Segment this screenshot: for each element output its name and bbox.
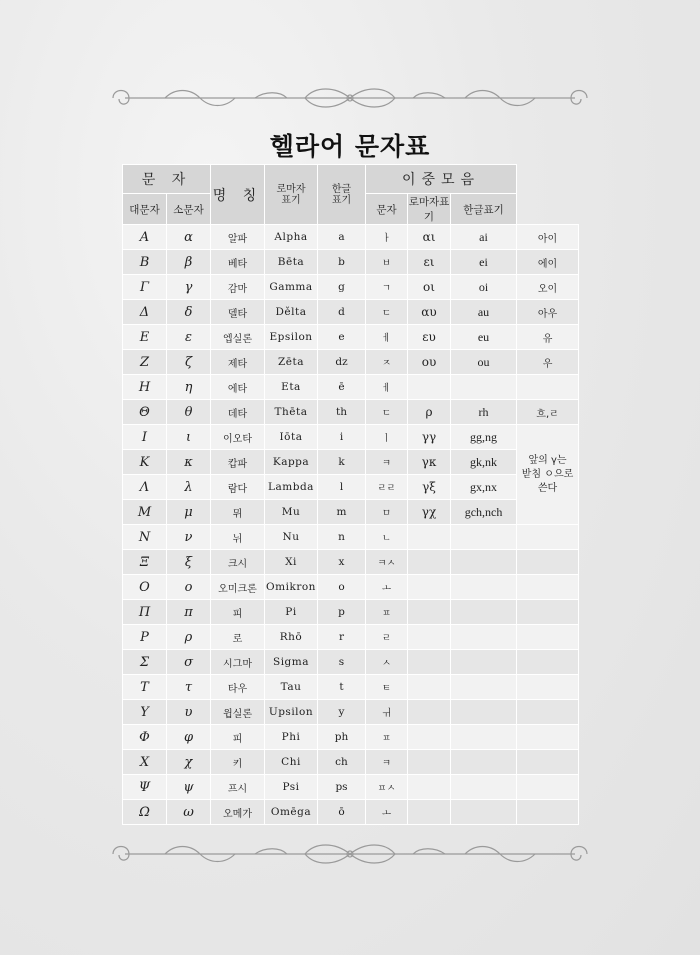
empty-cell [517, 675, 579, 700]
special-hangul: 흐,ㄹ [517, 400, 579, 425]
empty-cell [517, 775, 579, 800]
uppercase-letter: Η [123, 375, 167, 400]
empty-cell [517, 750, 579, 775]
uppercase-letter: Ψ [123, 775, 167, 800]
empty-cell [517, 725, 579, 750]
uppercase-letter: Ο [123, 575, 167, 600]
hangul-transliteration: ㄱ [366, 275, 408, 300]
diphthong-hangul: 아이 [517, 225, 579, 250]
lowercase-letter: λ [167, 475, 211, 500]
name-english: Psi [265, 775, 318, 800]
hangul-transliteration: ㅟ [366, 700, 408, 725]
roman-transliteration: ē [318, 375, 366, 400]
name-english: Sigma [265, 650, 318, 675]
header-letters: 문 자 [123, 165, 211, 194]
uppercase-letter: Ξ [123, 550, 167, 575]
hangul-transliteration: ㄷ [366, 400, 408, 425]
diphthong-letter: αι [408, 225, 451, 250]
table-row [123, 725, 579, 750]
table-row [123, 250, 579, 275]
name-korean: 키 [211, 750, 265, 775]
hangul-transliteration: ㅋ [366, 750, 408, 775]
name-korean: 타우 [211, 675, 265, 700]
lowercase-letter: γ [167, 275, 211, 300]
lowercase-letter: β [167, 250, 211, 275]
name-korean: 감마 [211, 275, 265, 300]
lowercase-letter: χ [167, 750, 211, 775]
name-english: Epsilon [265, 325, 318, 350]
uppercase-letter: Ρ [123, 625, 167, 650]
uppercase-letter: Α [123, 225, 167, 250]
lowercase-letter: η [167, 375, 211, 400]
diphthong-hangul: 우 [517, 350, 579, 375]
empty-cell [517, 375, 579, 400]
special-letter: γκ [408, 450, 451, 475]
table-body [123, 225, 579, 825]
empty-cell [451, 725, 517, 750]
name-english: Alpha [265, 225, 318, 250]
hangul-transliteration: ㅗ [366, 575, 408, 600]
table-row [123, 525, 579, 550]
diphthong-letter: ει [408, 250, 451, 275]
empty-cell [451, 700, 517, 725]
empty-cell [408, 525, 451, 550]
diphthong-letter: ευ [408, 325, 451, 350]
table-row [123, 375, 579, 400]
name-english: Mu [265, 500, 318, 525]
diphthong-roman: ei [451, 250, 517, 275]
empty-cell [408, 725, 451, 750]
roman-transliteration: y [318, 700, 366, 725]
uppercase-letter: Λ [123, 475, 167, 500]
header-upper: 대문자 [123, 194, 167, 225]
lowercase-letter: μ [167, 500, 211, 525]
roman-transliteration: k [318, 450, 366, 475]
uppercase-letter: Σ [123, 650, 167, 675]
lowercase-letter: ρ [167, 625, 211, 650]
roman-transliteration: th [318, 400, 366, 425]
hangul-transliteration: ㅈ [366, 350, 408, 375]
empty-cell [517, 625, 579, 650]
hangul-transliteration: ㅌ [366, 675, 408, 700]
lowercase-letter: ν [167, 525, 211, 550]
hangul-transliteration: ㅁ [366, 500, 408, 525]
empty-cell [517, 575, 579, 600]
table-row [123, 300, 579, 325]
diphthong-hangul: 에이 [517, 250, 579, 275]
name-korean: 오메가 [211, 800, 265, 825]
bottom-ornament [105, 842, 595, 866]
hangul-transliteration: ㅂ [366, 250, 408, 275]
special-letter: γγ [408, 425, 451, 450]
empty-cell [517, 550, 579, 575]
name-korean: 데타 [211, 400, 265, 425]
header-name: 명 칭 [211, 165, 265, 225]
lowercase-letter: δ [167, 300, 211, 325]
special-letter: γχ [408, 500, 451, 525]
hangul-transliteration: ㄴ [366, 525, 408, 550]
lowercase-letter: τ [167, 675, 211, 700]
name-english: Gamma [265, 275, 318, 300]
table-row [123, 500, 579, 525]
table-row [123, 600, 579, 625]
name-english: Bēta [265, 250, 318, 275]
diphthong-letter: ου [408, 350, 451, 375]
roman-transliteration: o [318, 575, 366, 600]
gamma-note [517, 425, 579, 525]
name-korean: 프시 [211, 775, 265, 800]
empty-cell [408, 375, 451, 400]
header-lower: 소문자 [167, 194, 211, 225]
lowercase-letter: ω [167, 800, 211, 825]
empty-cell [451, 675, 517, 700]
roman-transliteration: p [318, 600, 366, 625]
table-row [123, 425, 579, 450]
name-english: Phi [265, 725, 318, 750]
name-english: Omēga [265, 800, 318, 825]
name-korean: 람다 [211, 475, 265, 500]
name-english: Kappa [265, 450, 318, 475]
hangul-transliteration: ㅣ [366, 425, 408, 450]
header-d-letter: 문자 [366, 194, 408, 225]
roman-transliteration: ps [318, 775, 366, 800]
hangul-transliteration: ㅗ [366, 800, 408, 825]
lowercase-letter: ψ [167, 775, 211, 800]
diphthong-hangul: 아우 [517, 300, 579, 325]
empty-cell [451, 625, 517, 650]
name-korean: 뉘 [211, 525, 265, 550]
header-diphthongs: 이중모음 [366, 165, 517, 194]
uppercase-letter: Χ [123, 750, 167, 775]
name-english: Dělta [265, 300, 318, 325]
name-korean: 이오타 [211, 425, 265, 450]
roman-transliteration: s [318, 650, 366, 675]
name-english: Chi [265, 750, 318, 775]
roman-transliteration: n [318, 525, 366, 550]
diphthong-roman: ou [451, 350, 517, 375]
uppercase-letter: Τ [123, 675, 167, 700]
lowercase-letter: ε [167, 325, 211, 350]
uppercase-letter: Γ [123, 275, 167, 300]
header-d-hangul: 한글표기 [451, 194, 517, 225]
name-english: Eta [265, 375, 318, 400]
lowercase-letter: α [167, 225, 211, 250]
table-row [123, 350, 579, 375]
hangul-transliteration: ㄷ [366, 300, 408, 325]
hangul-transliteration: ㅋㅅ [366, 550, 408, 575]
hangul-transliteration: ㅍ [366, 725, 408, 750]
uppercase-letter: Υ [123, 700, 167, 725]
table-row [123, 225, 579, 250]
empty-cell [451, 650, 517, 675]
name-english: Omikron [265, 575, 318, 600]
hangul-transliteration: ㅏ [366, 225, 408, 250]
table-row [123, 325, 579, 350]
name-english: Nu [265, 525, 318, 550]
lowercase-letter: ι [167, 425, 211, 450]
table-row [123, 750, 579, 775]
name-korean: 로 [211, 625, 265, 650]
table-row [123, 550, 579, 575]
diphthong-hangul: 오이 [517, 275, 579, 300]
header-roman-text: 로마자 표기 [276, 183, 306, 206]
uppercase-letter: Ν [123, 525, 167, 550]
name-korean: 엡실론 [211, 325, 265, 350]
name-english: Pi [265, 600, 318, 625]
lowercase-letter: κ [167, 450, 211, 475]
name-korean: 알파 [211, 225, 265, 250]
name-korean: 윕실론 [211, 700, 265, 725]
special-roman: gg,ng [451, 425, 517, 450]
hangul-transliteration: ㄹㄹ [366, 475, 408, 500]
empty-cell [451, 575, 517, 600]
table-row [123, 675, 579, 700]
empty-cell [408, 650, 451, 675]
diphthong-roman: oi [451, 275, 517, 300]
table-row [123, 275, 579, 300]
table-row [123, 575, 579, 600]
empty-cell [517, 525, 579, 550]
name-korean: 에타 [211, 375, 265, 400]
diphthong-roman: eu [451, 325, 517, 350]
roman-transliteration: ō [318, 800, 366, 825]
empty-cell [451, 375, 517, 400]
diphthong-roman: au [451, 300, 517, 325]
roman-transliteration: l [318, 475, 366, 500]
name-korean: 델타 [211, 300, 265, 325]
diphthong-letter: οι [408, 275, 451, 300]
name-korean: 오미크론 [211, 575, 265, 600]
greek-alphabet-table [122, 164, 579, 825]
lowercase-letter: ξ [167, 550, 211, 575]
diphthong-letter: αυ [408, 300, 451, 325]
empty-cell [517, 800, 579, 825]
empty-cell [517, 600, 579, 625]
name-korean: 베타 [211, 250, 265, 275]
empty-cell [408, 675, 451, 700]
name-english: Lambda [265, 475, 318, 500]
special-letter: ρ [408, 400, 451, 425]
lowercase-letter: υ [167, 700, 211, 725]
roman-transliteration: g [318, 275, 366, 300]
header-hangul [318, 165, 366, 225]
lowercase-letter: θ [167, 400, 211, 425]
roman-transliteration: i [318, 425, 366, 450]
empty-cell [517, 650, 579, 675]
table-row [123, 625, 579, 650]
table-row [123, 775, 579, 800]
uppercase-letter: Μ [123, 500, 167, 525]
empty-cell [408, 575, 451, 600]
empty-cell [408, 700, 451, 725]
roman-transliteration: e [318, 325, 366, 350]
table-row [123, 400, 579, 425]
lowercase-letter: σ [167, 650, 211, 675]
roman-transliteration: a [318, 225, 366, 250]
name-english: Xi [265, 550, 318, 575]
uppercase-letter: Ε [123, 325, 167, 350]
table-row [123, 800, 579, 825]
name-korean: 피 [211, 600, 265, 625]
name-english: Zēta [265, 350, 318, 375]
name-korean: 제타 [211, 350, 265, 375]
name-english: Thēta [265, 400, 318, 425]
hangul-transliteration: ㅋ [366, 450, 408, 475]
empty-cell [408, 625, 451, 650]
empty-cell [451, 800, 517, 825]
roman-transliteration: ph [318, 725, 366, 750]
lowercase-letter: ζ [167, 350, 211, 375]
diphthong-hangul: 유 [517, 325, 579, 350]
name-korean: 크시 [211, 550, 265, 575]
special-roman: gx,nx [451, 475, 517, 500]
name-korean: 피 [211, 725, 265, 750]
uppercase-letter: Κ [123, 450, 167, 475]
empty-cell [408, 600, 451, 625]
lowercase-letter: ο [167, 575, 211, 600]
name-english: Upsilon [265, 700, 318, 725]
special-roman: gch,nch [451, 500, 517, 525]
roman-transliteration: ch [318, 750, 366, 775]
name-english: Rhō [265, 625, 318, 650]
page-title: 헬라어 문자표 [269, 132, 431, 161]
hangul-transliteration: ㄹ [366, 625, 408, 650]
name-korean: 뮈 [211, 500, 265, 525]
empty-cell [517, 700, 579, 725]
gamma-note-text: 앞의 γ는 받침 ㅇ으로 쓴다 [521, 454, 574, 494]
empty-cell [451, 525, 517, 550]
hangul-transliteration: ㅍ [366, 600, 408, 625]
uppercase-letter: Δ [123, 300, 167, 325]
empty-cell [451, 775, 517, 800]
hangul-transliteration: ㅔ [366, 375, 408, 400]
hangul-transliteration: ㅅ [366, 650, 408, 675]
empty-cell [451, 550, 517, 575]
roman-transliteration: m [318, 500, 366, 525]
name-english: Tau [265, 675, 318, 700]
top-ornament [105, 86, 595, 110]
header-d-roman: 로마자표기 [408, 194, 451, 225]
table-row [123, 450, 579, 475]
lowercase-letter: π [167, 600, 211, 625]
hangul-transliteration: ㅍㅅ [366, 775, 408, 800]
empty-cell [408, 800, 451, 825]
uppercase-letter: Ω [123, 800, 167, 825]
roman-transliteration: b [318, 250, 366, 275]
table-row [123, 700, 579, 725]
roman-transliteration: d [318, 300, 366, 325]
roman-transliteration: r [318, 625, 366, 650]
empty-cell [408, 550, 451, 575]
special-roman: rh [451, 400, 517, 425]
table-row [123, 650, 579, 675]
name-korean: 시그마 [211, 650, 265, 675]
hangul-transliteration: ㅔ [366, 325, 408, 350]
uppercase-letter: Θ [123, 400, 167, 425]
table-row [123, 475, 579, 500]
lowercase-letter: φ [167, 725, 211, 750]
empty-cell [408, 775, 451, 800]
diphthong-roman: ai [451, 225, 517, 250]
name-english: Iōta [265, 425, 318, 450]
header-roman [265, 165, 318, 225]
uppercase-letter: Φ [123, 725, 167, 750]
empty-cell [408, 750, 451, 775]
roman-transliteration: t [318, 675, 366, 700]
uppercase-letter: Ι [123, 425, 167, 450]
roman-transliteration: x [318, 550, 366, 575]
uppercase-letter: Π [123, 600, 167, 625]
uppercase-letter: Β [123, 250, 167, 275]
uppercase-letter: Ζ [123, 350, 167, 375]
roman-transliteration: dz [318, 350, 366, 375]
special-letter: γξ [408, 475, 451, 500]
name-korean: 캅파 [211, 450, 265, 475]
header-hangul-text: 한글 표기 [331, 183, 352, 206]
empty-cell [451, 750, 517, 775]
empty-cell [451, 600, 517, 625]
special-roman: gk,nk [451, 450, 517, 475]
